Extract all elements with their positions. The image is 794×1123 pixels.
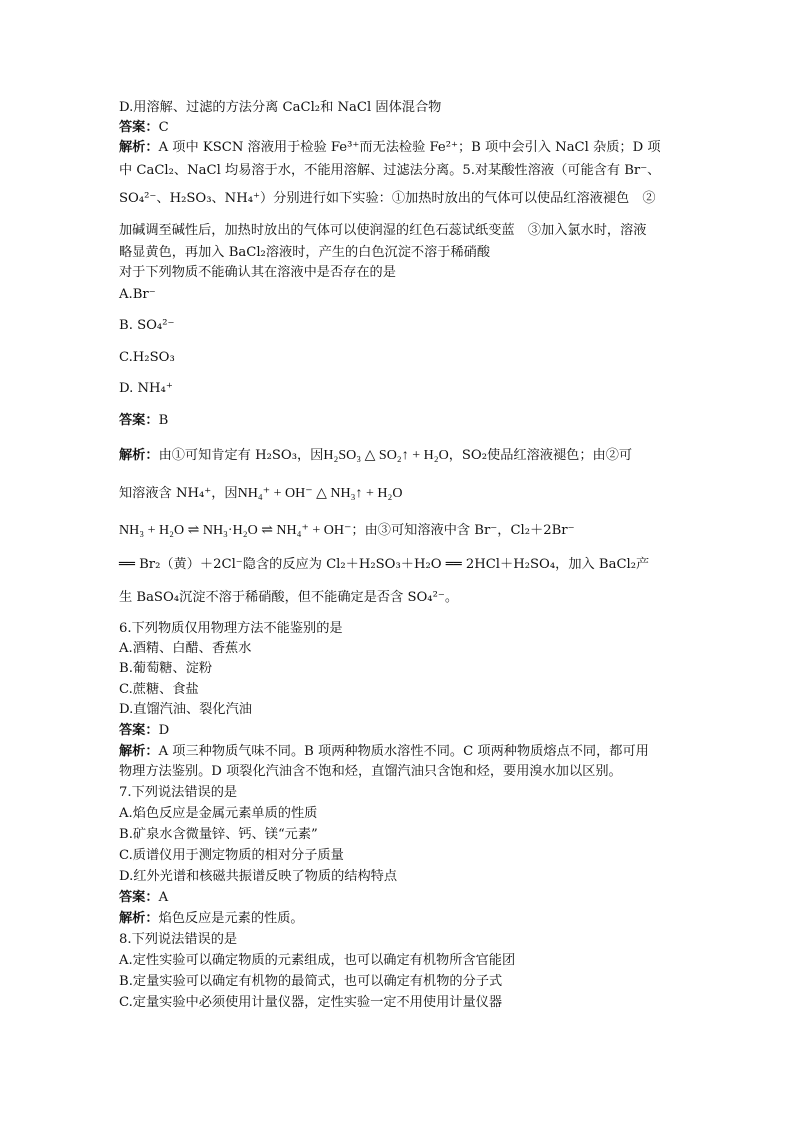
analysis-label: 解析： bbox=[119, 140, 159, 155]
equation-2: NH₄⁺ + OH⁻ △ NH₃↑ + H₂O bbox=[237, 486, 403, 501]
answer-value: C bbox=[158, 120, 169, 135]
analysis-text: ，SO₂使品红溶液褪色；由②可 bbox=[448, 448, 633, 463]
q6-answer bbox=[119, 722, 169, 740]
analysis-text: A 项中 KSCN 溶液用于检验 Fe³⁺而无法检验 Fe²⁺；B 项中会引入 NaCl 杂质；D 项 bbox=[158, 140, 661, 155]
q8-stem: 8.下列说法错误的是 bbox=[119, 932, 238, 947]
q5-stem-line-3: 略显黄色，再加入 BaCl₂溶液时，产生的白色沉淀不溶于稀硝酸 bbox=[119, 245, 491, 260]
q8-option-a: A.定性实验可以确定物质的元素组成，也可以确定有机物所含官能团 bbox=[119, 953, 516, 968]
q5-option-d: D. NH₄⁺ bbox=[119, 381, 173, 396]
q5-analysis-line-5: 生 BaSO₄沉淀不溶于稀硝酸，但不能确定是否含 SO₄²⁻。 bbox=[119, 590, 459, 605]
equation-1: H₂SO₃ △ SO₂↑ + H₂O bbox=[323, 448, 449, 463]
q5-analysis-line-3 bbox=[119, 522, 575, 540]
answer-label: 答案： bbox=[119, 413, 159, 428]
q7-stem: 7.下列说法错误的是 bbox=[119, 785, 238, 800]
q7-analysis bbox=[119, 910, 304, 928]
equation-3: NH₃ + H₂O ⇌ NH₃·H₂O ⇌ NH₄⁺ + OH⁻ bbox=[119, 523, 352, 538]
q8-option-c: C.定量实验中必须使用计量仪器，定性实验一定不用使用计量仪器 bbox=[119, 995, 503, 1010]
analysis-text: ；由③可知溶液中含 Br⁻，Cl₂＋2Br⁻ bbox=[351, 523, 575, 538]
analysis-text: A 项三种物质气味不同。B 项两种物质水溶性不同。C 项两种物质熔点不同，都可用 bbox=[158, 744, 649, 759]
q7-option-d: D.红外光谱和核磁共振谱反映了物质的结构特点 bbox=[119, 869, 398, 884]
q6-option-c: C.蔗糖、食盐 bbox=[119, 682, 199, 697]
q5-analysis-line-4: ══ Br₂（黄）＋2Cl⁻隐含的反应为 Cl₂＋H₂SO₃＋H₂O ══ 2HCl＋H₂SO₄，加入 BaCl₂产 bbox=[119, 557, 650, 572]
analysis-text: 焰色反应是元素的性质。 bbox=[158, 911, 304, 926]
q7-option-c: C.质谱仪用于测定物质的相对分子质量 bbox=[119, 848, 344, 863]
q5-stem-line-1: SO₄²⁻、H₂SO₃、NH₄⁺）分别进行如下实验：①加热时放出的气体可以使品红溶液褪色 ② bbox=[119, 191, 656, 206]
q6-stem: 6.下列物质仅用物理方法不能鉴别的是 bbox=[119, 621, 343, 636]
q6-analysis-line-2: 物理方法鉴别。D 项裂化汽油含不饱和烃，直馏汽油只含饱和烃，要用溴水加以区别。 bbox=[119, 764, 622, 779]
answer-label: 答案： bbox=[119, 723, 159, 738]
analysis-label: 解析： bbox=[119, 448, 159, 463]
q5-stem-line-2: 加碱调至碱性后，加热时放出的气体可以使润湿的红色石蕊试纸变蓝 ③加入氯水时，溶液 bbox=[119, 223, 647, 238]
q6-option-b: B.葡萄糖、淀粉 bbox=[119, 661, 213, 676]
q6-option-a: A.酒精、白醋、香蕉水 bbox=[119, 641, 252, 656]
answer-label: 答案： bbox=[119, 120, 159, 135]
q5-option-b: B. SO₄²⁻ bbox=[119, 318, 175, 333]
q7-answer bbox=[119, 889, 168, 907]
q4-analysis-line-2: 中 CaCl₂、NaCl 均易溶于水，不能用溶解、过滤法分离。5.对某酸性溶液（可能含有 Br⁻、 bbox=[119, 163, 661, 178]
q5-analysis-line-1 bbox=[119, 447, 632, 465]
q5-option-a: A.Br⁻ bbox=[119, 287, 156, 302]
analysis-text: 由①可知肯定有 H₂SO₃，因 bbox=[158, 448, 324, 463]
q5-analysis-line-2 bbox=[119, 485, 402, 503]
answer-value: D bbox=[158, 723, 170, 738]
answer-value: A bbox=[158, 890, 169, 905]
q5-option-c: C.H₂SO₃ bbox=[119, 350, 175, 365]
analysis-label: 解析： bbox=[119, 744, 159, 759]
answer-value: B bbox=[158, 413, 169, 428]
q7-option-a: A.焰色反应是金属元素单质的性质 bbox=[119, 806, 318, 821]
q7-option-b: B.矿泉水含微量锌、钙、镁“元素” bbox=[119, 827, 318, 842]
q4-option-d: D.用溶解、过滤的方法分离 CaCl₂和 NaCl 固体混合物 bbox=[119, 100, 442, 115]
q8-option-b: B.定量实验可以确定有机物的最简式，也可以确定有机物的分子式 bbox=[119, 974, 503, 989]
q5-stem-line-4: 对于下列物质不能确认其在溶液中是否存在的是 bbox=[119, 265, 396, 280]
q5-answer bbox=[119, 412, 168, 430]
q4-analysis-line-1 bbox=[119, 139, 661, 157]
analysis-label: 解析： bbox=[119, 911, 159, 926]
q4-answer bbox=[119, 119, 169, 137]
analysis-text: 知溶液含 NH₄⁺，因 bbox=[119, 486, 238, 501]
q6-option-d: D.直馏汽油、裂化汽油 bbox=[119, 702, 252, 717]
q6-analysis-line-1 bbox=[119, 743, 649, 761]
answer-label: 答案： bbox=[119, 890, 159, 905]
